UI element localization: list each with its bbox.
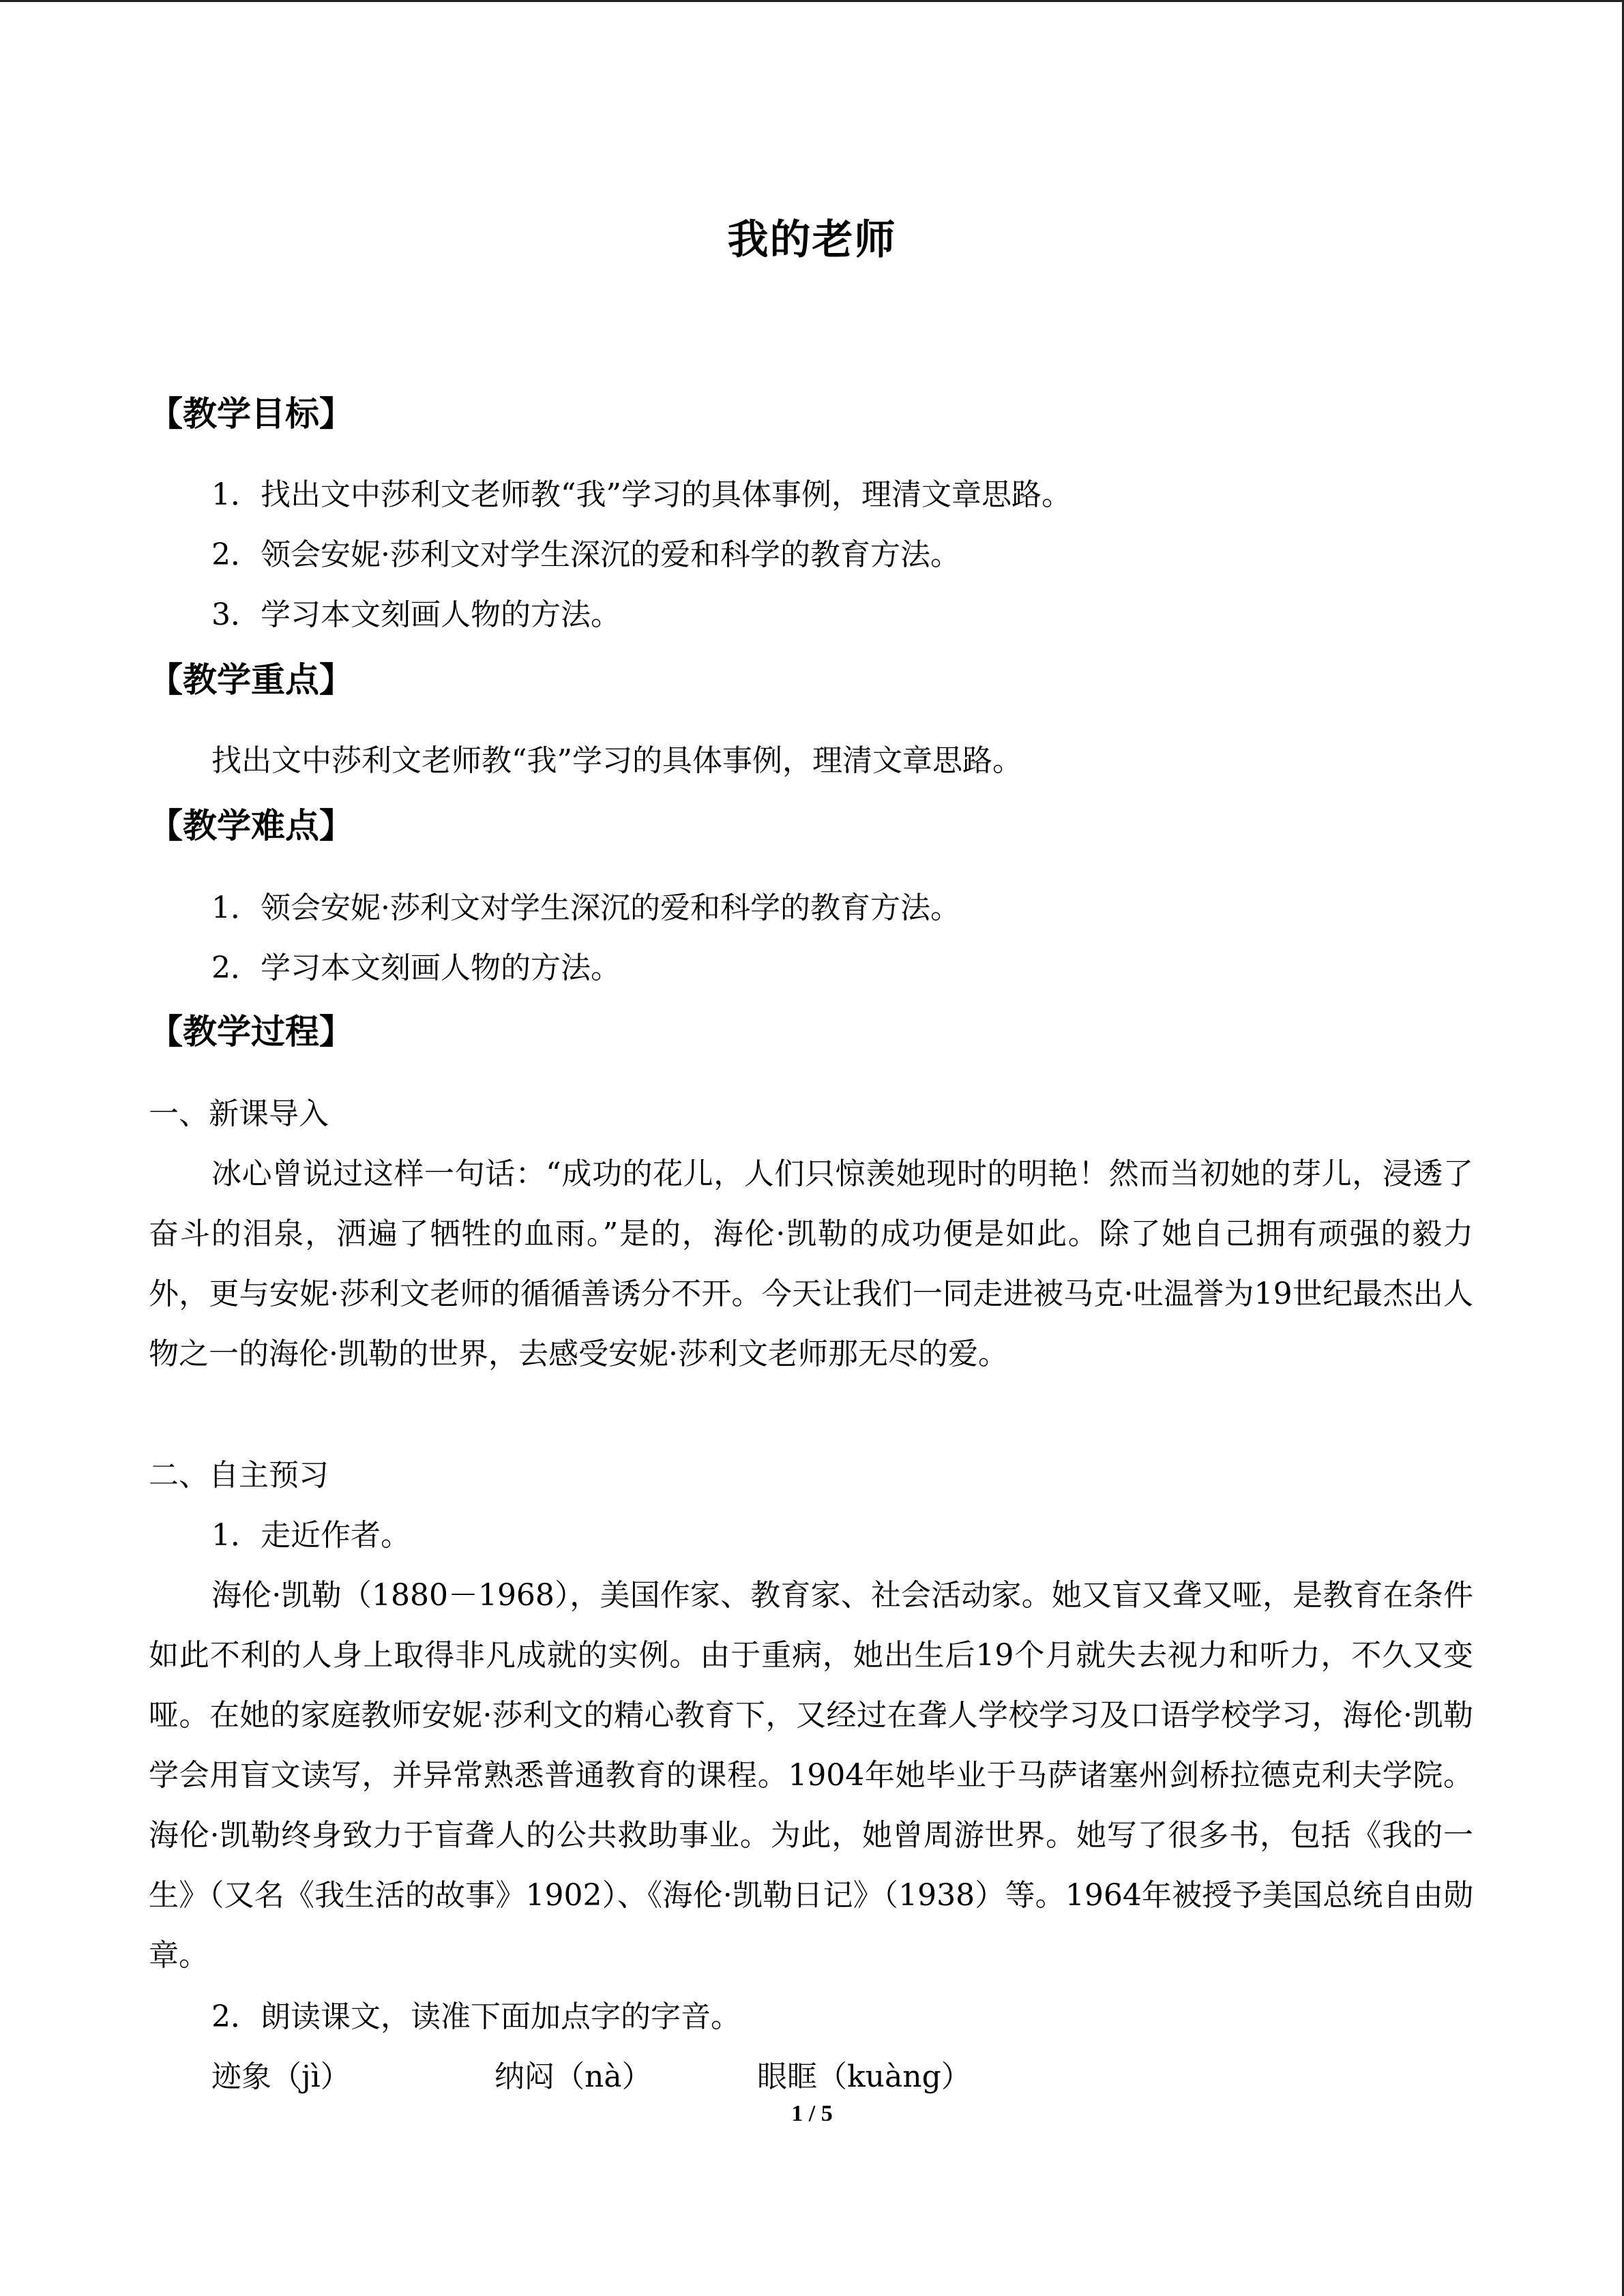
heading-key-points: 【教学重点】	[149, 660, 353, 700]
pinyin-item-3: 眼眶（kuàng）	[757, 2059, 971, 2094]
heading-process: 【教学过程】	[149, 1012, 353, 1052]
objective-item-1: 1．找出文中莎利文老师教“我”学习的具体事例，理清文章思路。	[211, 477, 1072, 512]
key-points-text: 找出文中莎利文老师教“我”学习的具体事例，理清文章思路。	[211, 743, 1022, 778]
step2-title: 2．朗读课文，读准下面加点字的字音。	[211, 1999, 741, 2034]
page-number: 1 / 5	[791, 2101, 833, 2126]
objective-item-2: 2．领会安妮·莎利文对学生深沉的爱和科学的教育方法。	[211, 537, 960, 572]
heading-objectives: 【教学目标】	[149, 394, 353, 434]
page-top-border	[0, 0, 1624, 2]
part1-paragraph: 冰心曾说过这样一句话：“成功的花儿，人们只惊羡她现时的明艳！然而当初她的芽儿，浸透了奋斗的泪泉，洒遍了牺牲的血雨。”是的，海伦·凯勒的成功便是如此。除了她自己拥有顽强的毅力外，更与安妮·莎利文老师的循循善诱分不开。今天让我们一同走进被马克·吐温誉为19世纪最杰出人物之一的海伦·凯勒的世界，去感受安妮·莎利文老师那无尽的爱。	[149, 1157, 1473, 1371]
pinyin-item-1: 迹象（jì）	[211, 2059, 351, 2094]
part1-title: 一、新课导入	[149, 1097, 329, 1131]
page-title: 我的老师	[727, 216, 897, 264]
step1-title: 1．走近作者。	[211, 1518, 411, 1553]
difficulty-item-2: 2．学习本文刻画人物的方法。	[211, 951, 621, 985]
difficulty-item-1: 1．领会安妮·莎利文对学生深沉的爱和科学的教育方法。	[211, 891, 960, 925]
pinyin-row	[211, 2057, 971, 2098]
author-paragraph: 海伦·凯勒（1880－1968），美国作家、教育家、社会活动家。她又盲又聋又哑，是教育在条件如此不利的人身上取得非凡成就的实例。由于重病，她出生后19个月就失去视力和听力，不久又变哑。在她的家庭教师安妮·莎利文的精心教育下，又经过在聋人学校学习及口语学校学习，海伦·凯勒学会用盲文读写，并异常熟悉普通教育的课程。1904年她毕业于马萨诸塞州剑桥拉德克利夫学院。海伦·凯勒终身致力于盲聋人的公共救助事业。为此，她曾周游世界。她写了很多书，包括《我的一生》（又名《我生活的故事》1902）、《海伦·凯勒日记》（1938）等。1964年被授予美国总统自由勋章。	[149, 1578, 1473, 1973]
objective-item-3: 3．学习本文刻画人物的方法。	[211, 597, 621, 632]
part2-title: 二、自主预习	[149, 1458, 329, 1493]
heading-difficulties: 【教学难点】	[149, 806, 353, 846]
pinyin-item-2: 纳闷（nà）	[494, 2059, 652, 2094]
